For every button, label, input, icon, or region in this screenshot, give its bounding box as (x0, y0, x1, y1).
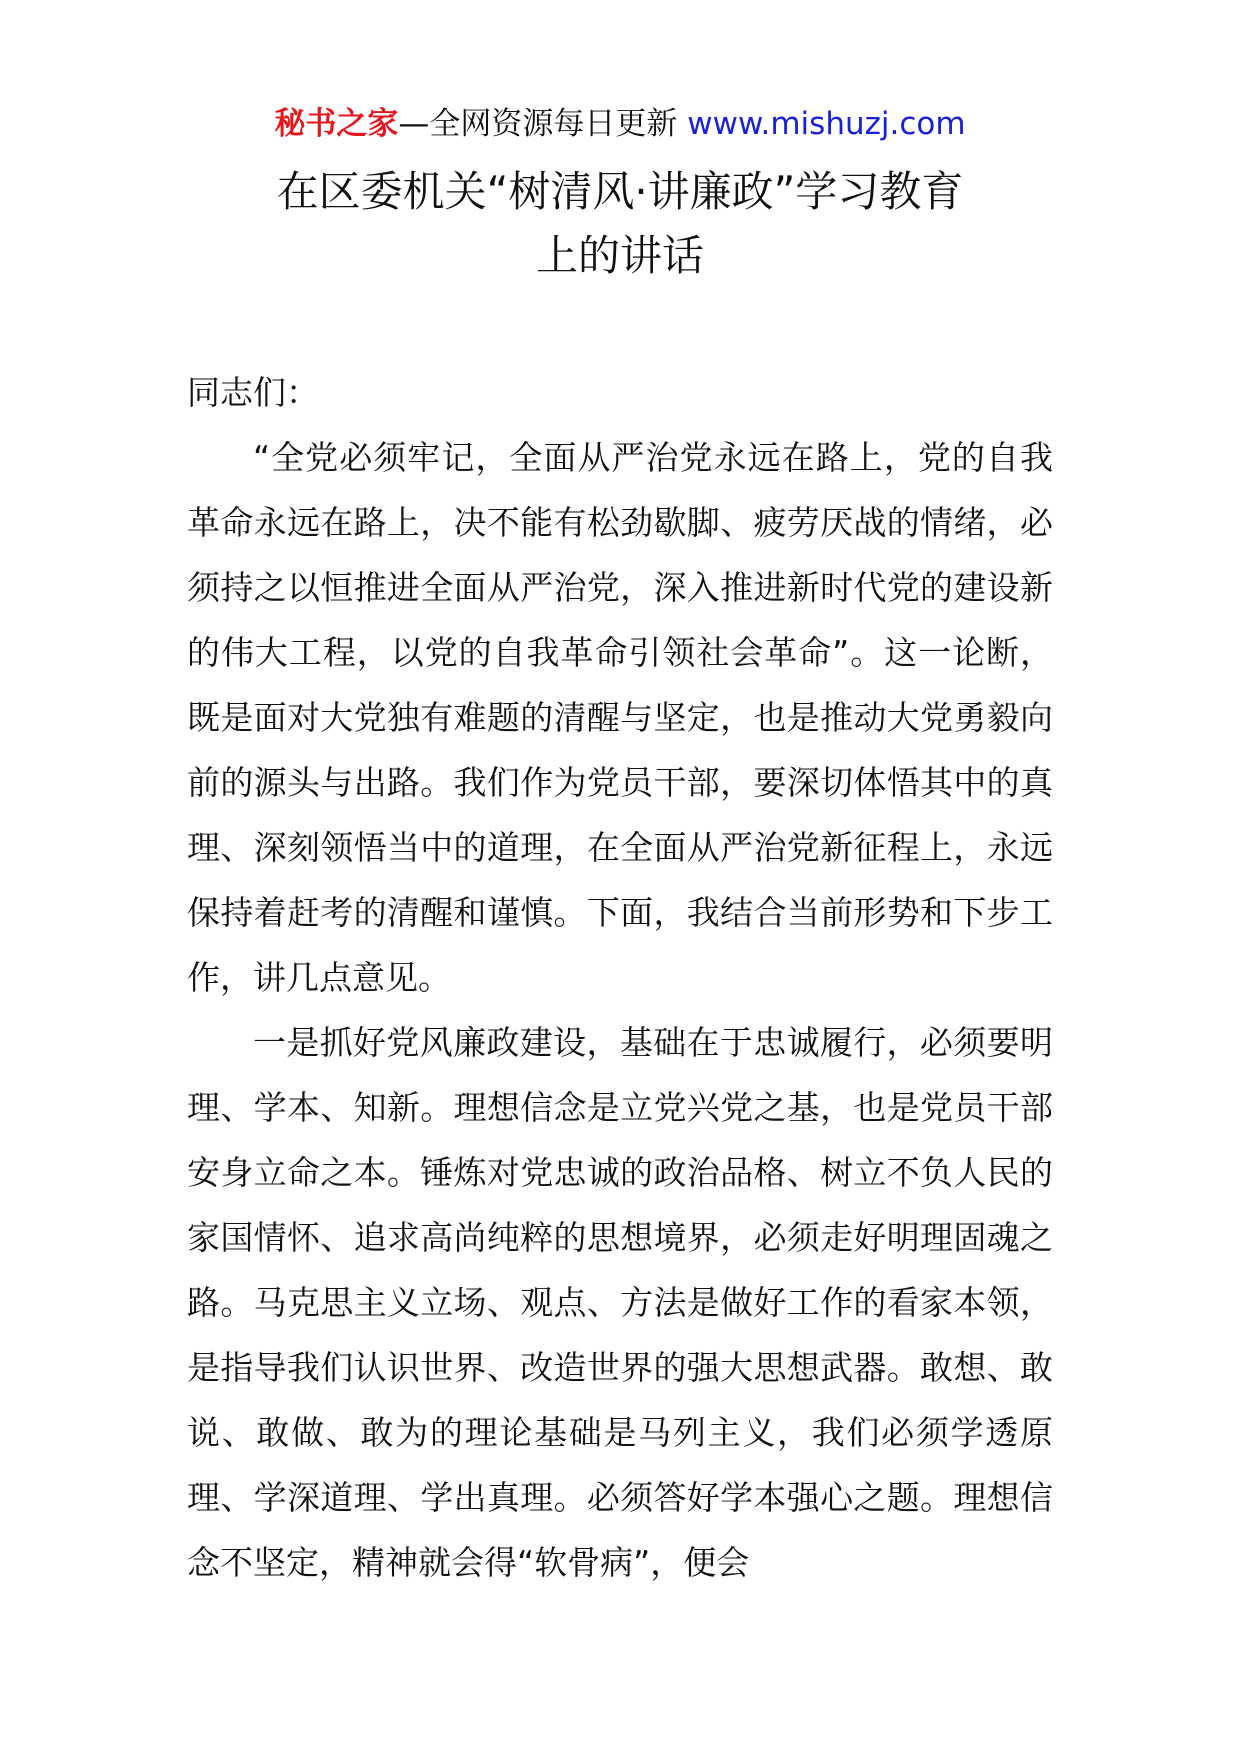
title-line-1: 在区委机关“树清风·讲廉政”学习教育 (276, 167, 964, 216)
title-line-2: 上的讲话 (535, 231, 704, 280)
header-site-link[interactable]: www.mishuzj.com (687, 106, 966, 142)
document-body (187, 360, 1053, 1595)
paragraph-2: 一是抓好党风廉政建设，基础在于忠诚履行，必须要明理、学本、知新。理想信念是立党兴党之基，也是党员干部安身立命之本。锤炼对党忠诚的政治品格、树立不负人民的家国情怀、追求高尚纯粹的思想境界，必须走好明理固魂之路。马克思主义立场、观点、方法是做好工作的看家本领，是指导我们认识世界、改造世界的强大思想武器。敢想、敢说、敢做、敢为的理论基础是马列主义，我们必须学透原理、学深道理、学出真理。必须答好学本强心之题。理想信念不坚定，精神就会得“软骨病”，便会 (187, 1023, 1053, 1582)
header-brand: 秘书之家 (274, 106, 399, 142)
paragraph-1: “全党必须牢记，全面从严治党永远在路上，党的自我革命永远在路上，决不能有松劲歇脚、疲劳厌战的情绪，必须持之以恒推进全面从严治党，深入推进新时代党的建设新的伟大工程，以党的自我革命引领社会革命”。这一论断，既是面对大党独有难题的清醒与坚定，也是推动大党勇毅向前的源头与出路。我们作为党员干部，要深切体悟其中的真理、深刻领悟当中的道理，在全面从严治党新征程上，永远保持着赶考的清醒和谨慎。下面，我结合当前形势和下步工作，讲几点意见。 (187, 438, 1053, 997)
salutation: 同志们： (187, 373, 319, 412)
document-title (180, 160, 1060, 288)
page-header (0, 102, 1240, 146)
header-slogan: —全网资源每日更新 (398, 106, 688, 142)
